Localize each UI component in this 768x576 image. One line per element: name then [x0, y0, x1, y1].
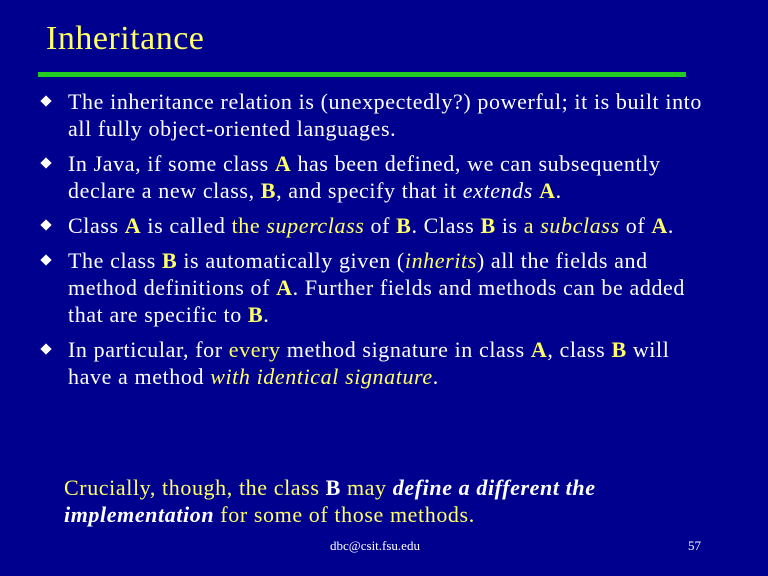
text-run: superclass [266, 213, 365, 238]
text-run: has been defined, we can subsequently declare a new class, [68, 151, 661, 203]
bullet-text [68, 151, 661, 203]
text-run: . [555, 178, 562, 203]
text-run: B [260, 178, 277, 203]
text-run: is called [141, 213, 232, 238]
bullet-text [68, 89, 702, 141]
diamond-bullet-icon [40, 95, 51, 106]
text-run: the [231, 213, 267, 238]
bullet-text [68, 248, 685, 327]
text-run: A [124, 213, 142, 238]
text-run: . Class [411, 213, 481, 238]
footer-page-number: 57 [688, 538, 701, 553]
text-run: Crucially, though, the class [64, 475, 326, 500]
text-run: subclass [540, 213, 620, 238]
text-run: , class [547, 337, 612, 362]
text-run: is automatically given ( [177, 248, 405, 273]
text-run: B [396, 213, 412, 238]
text-run: B [480, 213, 496, 238]
text-run: extends [462, 178, 533, 203]
text-run: a [523, 213, 541, 238]
text-run: every [228, 337, 281, 362]
bullet-item [38, 150, 708, 204]
slide-title: Inheritance [46, 20, 205, 57]
text-run: B [247, 302, 264, 327]
bullet-item [38, 88, 708, 142]
text-run: define a different the implementation [64, 475, 596, 527]
diamond-bullet-icon [40, 157, 51, 168]
text-run: ) all the fields and method definitions of [68, 248, 648, 300]
text-run: B [611, 337, 627, 362]
text-run: A [274, 151, 292, 176]
text-run: B [161, 248, 178, 273]
text-run: for some of those methods. [214, 502, 475, 527]
bullet-text [68, 337, 669, 389]
text-run: inherits [404, 248, 477, 273]
bullet-item [38, 212, 708, 239]
text-run: will have a method [68, 337, 670, 389]
diamond-bullet-icon [40, 343, 51, 354]
text-run: In particular, for [68, 337, 229, 362]
text-run: A [276, 275, 293, 300]
text-run: of [364, 213, 397, 238]
text-run: B [325, 475, 341, 500]
text-run: A [539, 178, 556, 203]
text-run: method signature in class [280, 337, 531, 362]
text-run: . [263, 302, 270, 327]
title-rule [38, 72, 686, 77]
text-run: is [495, 213, 524, 238]
text-run: . Further fields and methods can be added that are specific to [68, 275, 686, 327]
bullet-text [68, 213, 674, 238]
text-run: with identical signature [210, 364, 433, 389]
text-run: The class [68, 248, 162, 273]
continuation-text [64, 474, 724, 528]
text-run: Class [68, 213, 125, 238]
text-run: of [619, 213, 652, 238]
text-run: may [340, 475, 393, 500]
diamond-bullet-icon [40, 219, 51, 230]
bullet-item [38, 336, 708, 390]
text-run: . [667, 213, 674, 238]
text-run: . [432, 364, 439, 389]
text-run: A [530, 337, 548, 362]
bullet-item [38, 247, 708, 328]
text-run: , and specify that it [276, 178, 463, 203]
footer-email: dbc@csit.fsu.edu [330, 538, 420, 553]
diamond-bullet-icon [40, 254, 51, 265]
bullet-list [38, 88, 708, 398]
text-run: A [651, 213, 668, 238]
text-run: In Java, if some class [68, 151, 275, 176]
text-run: The inheritance relation is (unexpectedly?) powerful; it is built into all fully object-oriented languages. [68, 89, 702, 141]
